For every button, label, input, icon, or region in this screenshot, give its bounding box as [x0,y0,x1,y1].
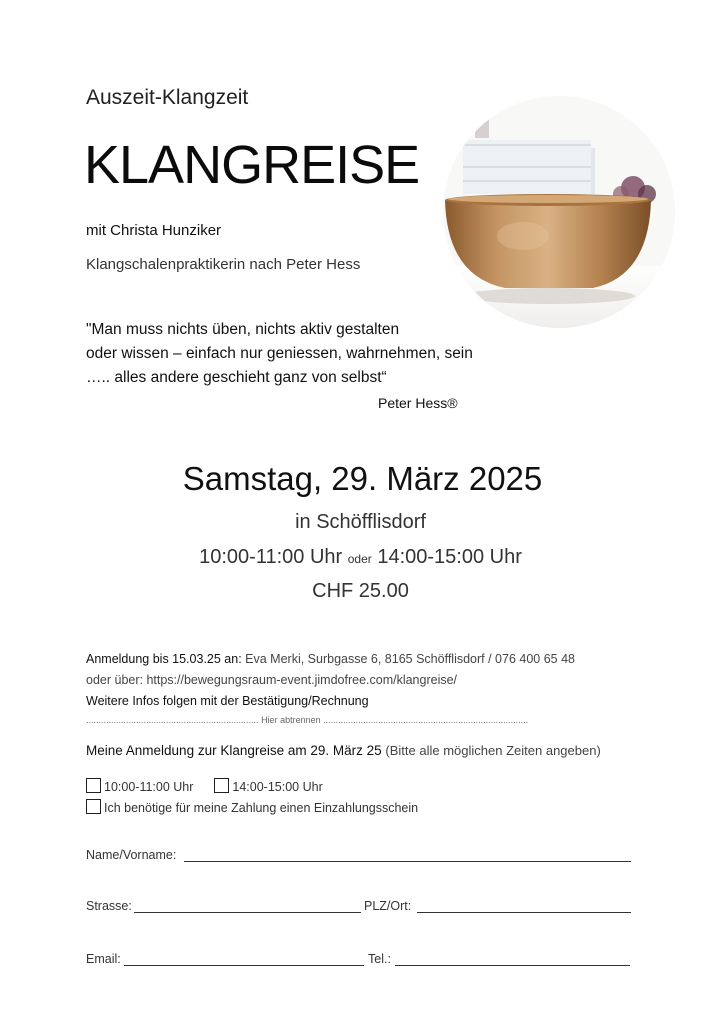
zip-label: PLZ/Ort: [364,899,412,913]
singing-bowl-photo [443,96,675,328]
event-time-1: 10:00-11:00 Uhr [199,546,343,568]
name-label: Name/Vorname: [86,848,177,862]
quote-line-2: oder wissen – einfach nur geniessen, wahrnehmen, sein [86,345,473,362]
payment-slip-option [86,799,418,815]
form-title: Meine Anmeldung zur Klangreise am 29. März 25 [86,743,382,758]
checkbox-payment-slip[interactable] [86,799,101,814]
tel-label: Tel.: [368,952,391,966]
name-field[interactable] [184,861,631,862]
quote-line-1: "Man muss nichts üben, nichts aktiv gestalten [86,321,400,338]
checkbox-time-1[interactable] [86,778,101,793]
cut-line [86,715,631,725]
email-label: Email: [86,952,121,966]
option-time-1-label: 10:00-11:00 Uhr [104,780,194,794]
checkbox-time-2[interactable] [214,778,229,793]
event-place: in Schöfflisdorf [295,511,426,533]
event-time-or: oder [347,552,372,566]
registration-web[interactable]: oder über: https://bewegungsraum-event.jimdofree.com/klangreise/ [86,673,458,687]
page-title: KLANGREISE [84,135,420,195]
tel-field[interactable] [395,965,630,966]
cut-dots-left: ..................................................................... [86,715,259,725]
form-hint: (Bitte alle möglichen Zeiten angeben) [385,743,601,758]
street-field[interactable] [134,912,361,913]
event-times [0,546,721,569]
cut-dots-right: .................................................................................. [323,715,529,725]
host-name: mit Christa Hunziker [86,222,222,239]
registration-line [86,652,575,666]
street-label: Strasse: [86,899,132,913]
cut-text: Hier abtrennen [261,715,321,725]
quote-author: Peter Hess® [378,395,458,411]
payment-slip-label: Ich benötige für meine Zahlung einen Einzahlungsschein [104,801,419,815]
host-role: Klangschalenpraktikerin nach Peter Hess [86,256,361,273]
option-time-2-label: 14:00-15:00 Uhr [232,780,323,794]
form-title-line [86,743,601,758]
event-price: CHF 25.00 [312,580,409,602]
event-date: Samstag, 29. März 2025 [182,460,543,497]
registration-label: Anmeldung bis 15.03.25 an: [86,652,242,666]
event-series-title: Auszeit-Klangzeit [86,86,249,109]
registration-address: Eva Merki, Surbgasse 6, 8165 Schöfflisdorf / 076 400 65 48 [245,652,575,666]
singing-bowl-icon [443,96,675,328]
registration-info: Weitere Infos folgen mit der Bestätigung/Rechnung [86,694,369,708]
time-options [86,778,323,794]
email-field[interactable] [124,965,364,966]
quote-line-3: ….. alles andere geschieht ganz von selbst“ [86,369,387,386]
event-time-2: 14:00-15:00 Uhr [377,546,522,568]
zip-field[interactable] [417,912,631,913]
